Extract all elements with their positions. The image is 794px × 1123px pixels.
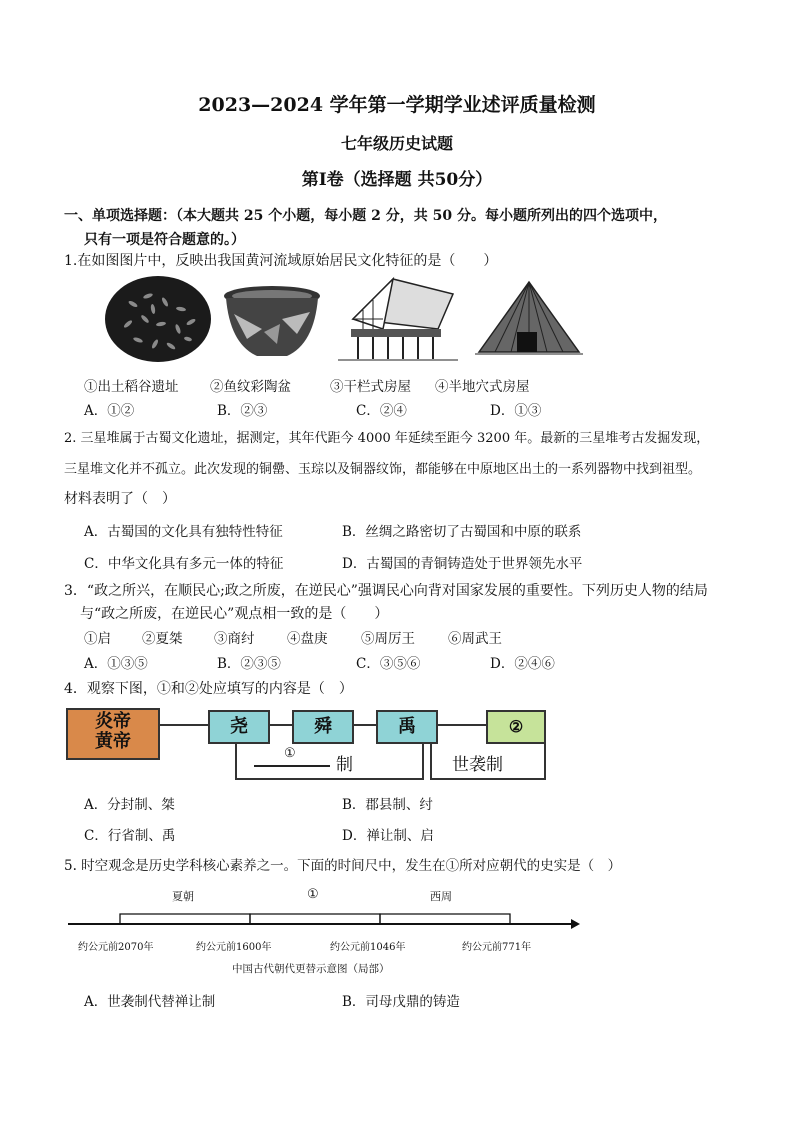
q3-option-d[interactable]: D．②④⑥: [490, 656, 555, 672]
q1-option-b[interactable]: B．②③: [217, 403, 268, 419]
q1-stem: 1.在如图图片中，反映出我国黄河流域原始居民文化特征的是（ ）: [64, 253, 498, 269]
q5-stem: 5. 时空观念是历史学科核心素养之一。下面的时间尺中，发生在①所对应朝代的史实是（ ）: [64, 858, 622, 874]
q2-option-c[interactable]: C．中华文化具有多元一体的特征: [84, 556, 284, 572]
q4-option-b[interactable]: B．郡县制、纣: [342, 797, 433, 813]
q3-line-2: 与“政之所废，在逆民心”观点相一致的是（ ）: [80, 606, 389, 622]
q3-person-4: ④盘庚: [287, 631, 328, 647]
q1-option-c[interactable]: C．②④: [356, 403, 407, 419]
shun-box: 舜: [292, 710, 354, 744]
timeline-date-3: 约公元前1046年: [330, 942, 406, 953]
q3-option-b[interactable]: B．②③⑤: [217, 656, 281, 672]
stilt-house-image: [333, 274, 463, 364]
q2-option-a[interactable]: A．古蜀国的文化具有独特性特征: [84, 524, 283, 540]
blank-1-label: ①: [284, 746, 296, 761]
q2-line-3: 材料表明了（ ）: [64, 491, 176, 507]
yan-huang-box: [66, 708, 160, 760]
q3-person-3: ③商纣: [214, 631, 255, 647]
painted-pottery-basin-image: [222, 274, 322, 364]
q4-option-c[interactable]: C．行省制、禹: [84, 828, 176, 844]
q3-option-c[interactable]: C．③⑤⑥: [356, 656, 421, 672]
q2-line-1: 2. 三星堆属于古蜀文化遗址，据测定，其年代距今 4000 年延续至距今 3200 年。最新的三星堆考古发掘发现，: [64, 431, 710, 446]
q1-option-d[interactable]: D．①③: [490, 403, 542, 419]
q4-stem: 4．观察下图，①和②处应填写的内容是（ ）: [64, 681, 353, 697]
q4-option-d[interactable]: D．禅让制、启: [342, 828, 434, 844]
exam-title: 2023—2024 学年第一学期学业述评质量检测: [198, 94, 596, 116]
q2-option-b[interactable]: B．丝绸之路密切了古蜀国和中原的联系: [342, 524, 582, 540]
hereditary-system-label: 世袭制: [452, 755, 503, 775]
timeline-date-2: 约公元前1600年: [196, 942, 272, 953]
timeline-caption: 中国古代朝代更替示意图（局部）: [232, 963, 390, 975]
timeline-seg-western-zhou: 西周: [430, 890, 452, 903]
q3-person-1: ①启: [84, 631, 111, 647]
timeline-axis: [66, 904, 581, 934]
yan-di-label: 炎帝: [95, 711, 131, 732]
q1-caption-1: ①出土稻谷遗址: [84, 379, 179, 395]
section-instruction-1: 一、单项选择题：（本大题共 25 个小题，每小题 2 分，共 50 分。每小题所列出的四个选项中，: [64, 208, 667, 224]
exam-subtitle: 七年级历史试题: [340, 134, 453, 153]
timeline-date-4: 约公元前771年: [462, 942, 532, 953]
yu-box: 禹: [376, 710, 438, 744]
q2-option-d[interactable]: D．古蜀国的青铜铸造处于世界领先水平: [342, 556, 583, 572]
q1-caption-3: ③干栏式房屋: [330, 379, 411, 395]
timeline-date-1: 约公元前2070年: [78, 942, 154, 953]
huang-di-label: 黄帝: [95, 731, 131, 752]
q1-caption-4: ④半地穴式房屋: [435, 379, 530, 395]
timeline-seg-blank: ①: [307, 887, 319, 902]
q3-person-5: ⑤周厉王: [361, 631, 415, 647]
q4-option-a[interactable]: A．分封制、桀: [84, 797, 175, 813]
system-label: 制: [336, 755, 353, 775]
rice-grains-image: [103, 274, 213, 364]
q5-option-a[interactable]: A．世袭制代替禅让制: [84, 994, 216, 1010]
q3-option-a[interactable]: A．①③⑤: [84, 656, 148, 672]
timeline-seg-xia: 夏朝: [172, 890, 194, 903]
q1-caption-2: ②鱼纹彩陶盆: [210, 379, 291, 395]
q3-line-1: 3．“政之所兴，在顺民心;政之所废，在逆民心”强调民心向背对国家发展的重要性。下列历史人物的结局: [64, 583, 708, 599]
q3-person-6: ⑥周武王: [448, 631, 502, 647]
q5-option-b[interactable]: B．司母戊鼎的铸造: [342, 994, 460, 1010]
semi-subterranean-house-image: [475, 274, 583, 364]
yao-box: 尧: [208, 710, 270, 744]
q1-option-a[interactable]: A．①②: [84, 403, 135, 419]
section-instruction-2: 只有一项是符合题意的。）: [84, 232, 245, 248]
part-title: 第Ⅰ卷（选择题 共50分）: [301, 170, 493, 190]
q3-person-2: ②夏桀: [142, 631, 183, 647]
blank-2-box: ②: [486, 710, 546, 744]
q2-line-2: 三星堆文化并不孤立。此次发现的铜罍、玉琮以及铜器纹饰，都能够在中原地区出土的一系列器物中找到祖型。: [64, 462, 702, 477]
